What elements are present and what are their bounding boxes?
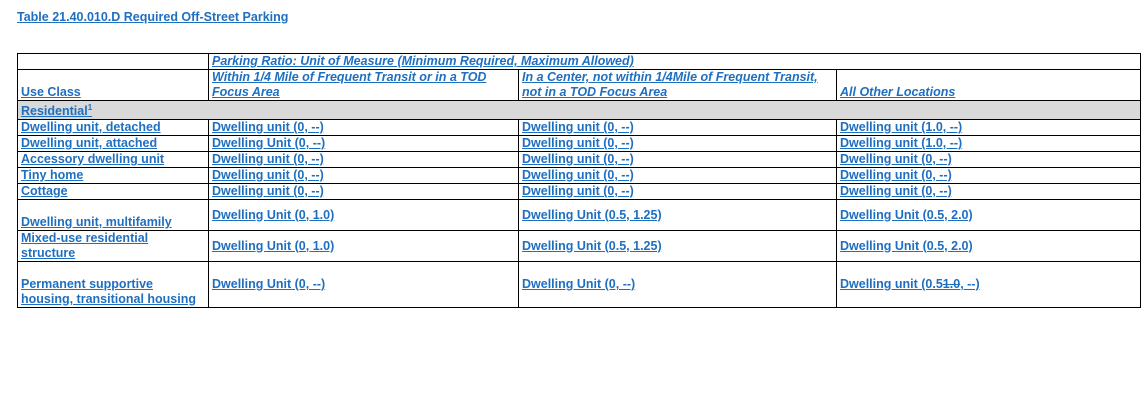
section-label-text: Residential	[21, 104, 88, 118]
use-cell: Cottage	[18, 184, 209, 200]
use-cell: Accessory dwelling unit	[18, 152, 209, 168]
table-row	[18, 200, 1141, 231]
table-row	[18, 262, 1141, 308]
parking-table	[17, 53, 1141, 308]
ratio-cell-center: Dwelling Unit (0.5, 1.25)	[519, 200, 837, 231]
struck-value: 1.0	[942, 277, 961, 291]
use-cell: Mixed-use residential structure	[18, 231, 209, 262]
ratio-cell-transit: Dwelling Unit (0, 1.0)	[209, 231, 519, 262]
use-cell: Dwelling unit, detached	[18, 120, 209, 136]
table-row	[18, 184, 1141, 200]
ratio-cell-center: Dwelling unit (0, --)	[519, 120, 837, 136]
ratio-cell-transit: Dwelling Unit (0, --)	[209, 136, 519, 152]
ratio-cell-other: Dwelling unit (1.0, --)	[837, 136, 1141, 152]
section-label-residential	[18, 101, 1141, 120]
ratio-cell-transit: Dwelling unit (0, --)	[209, 152, 519, 168]
ratio-cell-center: Dwelling Unit (0, --)	[519, 262, 837, 308]
ratio-cell-transit: Dwelling unit (0, --)	[209, 120, 519, 136]
table-title: Table 21.40.010.D Required Off-Street Parking	[17, 10, 289, 24]
header-row-group	[18, 54, 1141, 70]
section-row-residential	[18, 101, 1141, 120]
use-cell: Permanent supportive housing, transitional housing	[18, 262, 209, 308]
ratio-cell-other: Dwelling unit (0, --)	[837, 168, 1141, 184]
header-row-columns	[18, 70, 1141, 101]
table-row	[18, 168, 1141, 184]
table-row	[18, 136, 1141, 152]
parking-ratio-header: Parking Ratio: Unit of Measure (Minimum Required, Maximum Allowed)	[209, 54, 1141, 70]
ratio-cell-transit: Dwelling Unit (0, 1.0)	[209, 200, 519, 231]
column-header-transit: Within 1/4 Mile of Frequent Transit or in a TOD Focus Area	[209, 70, 519, 101]
ratio-cell-other: Dwelling unit (0, --)	[837, 152, 1141, 168]
ratio-cell-other: Dwelling Unit (0.5, 2.0)	[837, 200, 1141, 231]
header-empty-cell	[18, 54, 209, 70]
ratio-cell-transit: Dwelling unit (0, --)	[209, 168, 519, 184]
use-cell: Dwelling unit, attached	[18, 136, 209, 152]
use-cell: Dwelling unit, multifamily	[18, 200, 209, 231]
ratio-cell-other: Dwelling unit (0, --)	[837, 184, 1141, 200]
ratio-cell-center: Dwelling unit (0, --)	[519, 136, 837, 152]
column-header-center: In a Center, not within 1/4Mile of Frequent Transit, not in a TOD Focus Area	[519, 70, 837, 101]
ratio-cell-center: Dwelling unit (0, --)	[519, 168, 837, 184]
ratio-cell-other	[837, 262, 1141, 308]
table-row	[18, 152, 1141, 168]
ratio-cell-other: Dwelling Unit (0.5, 2.0)	[837, 231, 1141, 262]
ratio-text-suffix: , --)	[960, 277, 980, 291]
ratio-cell-transit: Dwelling Unit (0, --)	[209, 262, 519, 308]
footnote-marker: 1	[87, 102, 93, 112]
ratio-cell-center: Dwelling Unit (0.5, 1.25)	[519, 231, 837, 262]
ratio-cell-center: Dwelling unit (0, --)	[519, 184, 837, 200]
ratio-cell-other: Dwelling unit (1.0, --)	[837, 120, 1141, 136]
table-row	[18, 231, 1141, 262]
ratio-cell-transit: Dwelling unit (0, --)	[209, 184, 519, 200]
use-class-header: Use Class	[18, 70, 209, 101]
column-header-other: All Other Locations	[837, 70, 1141, 101]
table-row	[18, 120, 1141, 136]
use-cell: Tiny home	[18, 168, 209, 184]
ratio-cell-center: Dwelling unit (0, --)	[519, 152, 837, 168]
ratio-text-prefix: Dwelling unit (0.5	[840, 277, 943, 291]
